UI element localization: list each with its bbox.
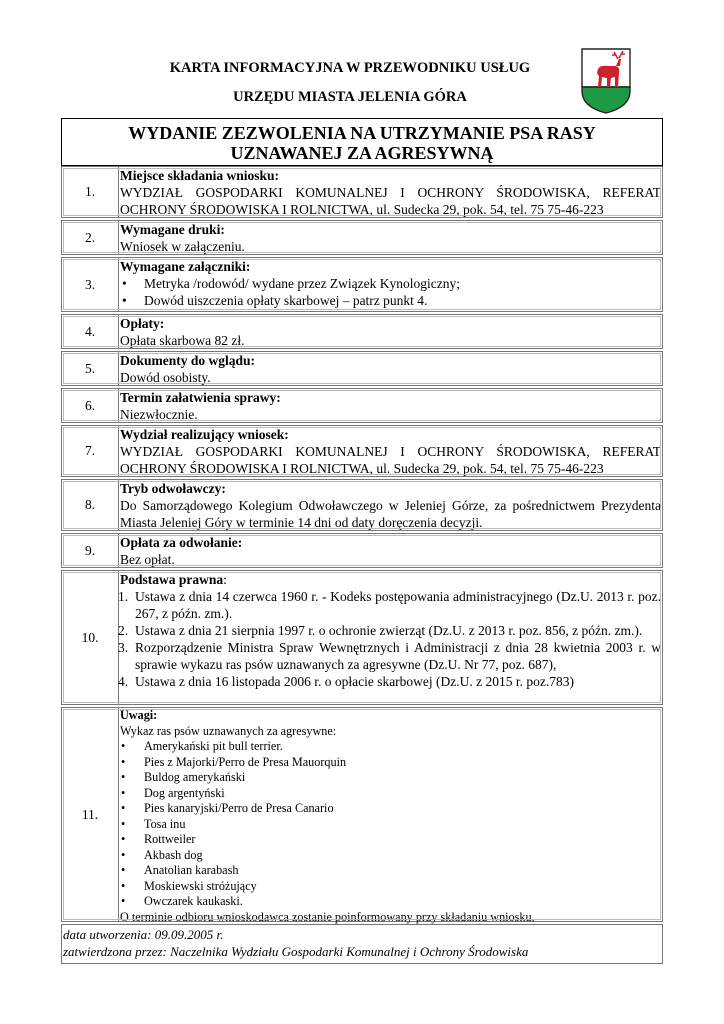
list-item (120, 588, 661, 622)
row-number: 3. (62, 258, 119, 311)
header-line-1: KARTA INFORMACYJNA W PRZEWODNIKU USŁUG (169, 60, 531, 76)
row-label: Podstawa prawna (120, 572, 224, 587)
table-row (61, 166, 663, 218)
row-text: Opłata skarbowa 82 zł. (120, 333, 245, 348)
list-item: • Dowód uiszczenia opłaty skarbowej – patrz punkt 4. (120, 292, 661, 309)
list-item: • Pies z Majorki/Perro de Presa Mauorquin (120, 755, 661, 771)
row-intro: Wykaz ras psów uznawanych za agresywne: (120, 723, 337, 738)
table-row (61, 351, 663, 386)
row-content (119, 389, 662, 422)
list-item-number: 3. (118, 640, 129, 655)
row-content (119, 708, 662, 924)
list-item-number: 2. (118, 623, 129, 638)
city-crest-logo (580, 47, 632, 115)
list-item (120, 673, 661, 690)
creation-date: data utworzenia: 09.09.2005 r. (63, 927, 224, 942)
row-label: Tryb odwoławczy: (120, 481, 226, 496)
row-number: 2. (62, 221, 119, 254)
row-content (119, 315, 662, 348)
document-title (61, 118, 663, 166)
row-number: 8. (62, 480, 119, 530)
row-number: 1. (62, 167, 119, 217)
document-footer (61, 924, 663, 964)
row-outro: O terminie odbioru wnioskodawca zostanie poinformowany przy składaniu wniosku. (120, 909, 535, 924)
row-content (119, 167, 662, 217)
row-label: Opłata za odwołanie: (120, 535, 243, 550)
list-item: • Moskiewski stróżujący (120, 879, 661, 895)
row-label: Wymagane załączniki: (120, 259, 251, 274)
list-item-text: Ustawa z dnia 14 czerwca 1960 r. - Kodeks postępowania administracyjnego (Dz.U. 2013 r. poz. 267, z późn. zm.). (135, 589, 661, 621)
row-text: Bez opłat. (120, 552, 175, 567)
row-number: 6. (62, 389, 119, 422)
table-row (61, 388, 663, 423)
row-text: Dowód osobisty. (120, 370, 211, 385)
table-row (61, 533, 663, 568)
list-item: • Anatolian karabash (120, 863, 661, 879)
list-item: • Tosa inu (120, 817, 661, 833)
table-row (61, 479, 663, 531)
header-line-2: URZĘDU MIASTA JELENIA GÓRA (233, 89, 467, 105)
list-item-text: Ustawa z dnia 21 sierpnia 1997 r. o ochronie zwierząt (Dz.U. z 2013 r. poz. 856, z późn. zm.). (135, 623, 643, 638)
list-item-number: 4. (118, 674, 129, 689)
list-item-text: Rozporządzenie Ministra Spraw Wewnętrznych i Administracji z dnia 28 kwietnia 2003 r. w sprawie wykazu ras psów uznawanych za agresywne (Dz.U. Nr 77, poz. 687), (135, 640, 661, 672)
row-number: 4. (62, 315, 119, 348)
row-content (119, 352, 662, 385)
row-label: Opłaty: (120, 316, 165, 331)
row-text: WYDZIAŁ GOSPODARKI KOMUNALNEJ I OCHRONY ŚRODOWISKA, REFERAT OCHRONY ŚRODOWISKA I ROLNICTWA, ul. Sudecka 29, pok. 54, tel. 75 75-46-223 (120, 444, 661, 476)
row-content (119, 426, 662, 476)
row-content: Podstawa prawna: 1. Ustawa z dnia 14 czerwca 1960 r. - Kodeks postępowania administracyjnego (Dz.U. 2013 r. poz. 267, z późn. zm.). 2. Ustawa z dnia 21 sierpnia 1997 r. o ochronie zwierząt (Dz.U. z 2013 r. poz. 856, z późn. zm.). 3. Rozporządzenie Ministra Spraw Wewnętrznych i Administracji z dnia 28 kwietnia 2003 r. w sprawie wykazu ras psów uznawanych za agresywne (Dz.U. Nr 77, poz. 687), 4. Ustawa z dnia 16 listopada 2006 r. o opłacie skarbowej (Dz.U. z 2015 r. poz.783) (118, 572, 661, 689)
title-line-1: WYDANIE ZEZWOLENIA NA UTRZYMANIE PSA RASY (128, 123, 596, 143)
row-number: 5. (62, 352, 119, 385)
list-item: • Rottweiler (120, 832, 661, 848)
table-row (61, 220, 663, 255)
row-text: Niezwłocznie. (120, 407, 198, 422)
approved-by: zatwierdzona przez: Naczelnika Wydziału Gospodarki Komunalnej i Ochrony Środowiska (63, 944, 529, 959)
title-line-2: UZNAWANEJ ZA AGRESYWNĄ (230, 143, 494, 163)
list-item: • Pies kanaryjski/Perro de Presa Canario (120, 801, 661, 817)
table-row (61, 707, 663, 922)
table-row (61, 570, 663, 705)
row-text: Do Samorządowego Kolegium Odwoławczego w Jeleniej Górze, za pośrednictwem Prezydenta Miasta Jeleniej Góry w terminie 14 dni od daty doręczenia decyzji. (120, 498, 661, 530)
row-text: WYDZIAŁ GOSPODARKI KOMUNALNEJ I OCHRONY ŚRODOWISKA, REFERAT OCHRONY ŚRODOWISKA I ROLNICTWA, ul. Sudecka 29, pok. 54, tel. 75 75-46-223 (120, 185, 661, 217)
row-content (119, 480, 662, 530)
list-item: • Dog argentyński (120, 786, 661, 802)
row-label: Miejsce składania wniosku: (120, 168, 280, 183)
row-number: 10. (62, 571, 119, 704)
row-content (119, 534, 662, 567)
list-item (120, 639, 661, 673)
row-label: Dokumenty do wglądu: (120, 353, 256, 368)
table-row (61, 425, 663, 477)
row-label: Termin załatwienia sprawy: (120, 390, 281, 405)
row-label: Wymagane druki: (120, 222, 225, 237)
row-content (119, 258, 662, 311)
list-item: • Amerykański pit bull terrier. (120, 739, 661, 755)
row-label: Uwagi: (120, 708, 158, 722)
list-item: • Metryka /rodowód/ wydane przez Związek Kynologiczny; (120, 275, 661, 292)
row-label: Wydział realizujący wniosek: (120, 427, 289, 442)
row-number: 9. (62, 534, 119, 567)
row-number: 7. (62, 426, 119, 476)
list-item (120, 622, 661, 639)
row-number: 11. (62, 708, 119, 921)
list-item-number: 1. (118, 589, 129, 604)
table-row (61, 257, 663, 312)
crest-shield-bottom (582, 87, 630, 113)
list-item-text: Ustawa z dnia 16 listopada 2006 r. o opłacie skarbowej (Dz.U. z 2015 r. poz.783) (135, 674, 575, 689)
row-text: Wniosek w załączeniu. (120, 239, 245, 254)
table-row (61, 314, 663, 349)
list-item: • Buldog amerykański (120, 770, 661, 786)
list-item: • Owczarek kaukaski. (120, 894, 661, 910)
list-item: • Akbash dog (120, 848, 661, 864)
row-content (119, 221, 662, 254)
